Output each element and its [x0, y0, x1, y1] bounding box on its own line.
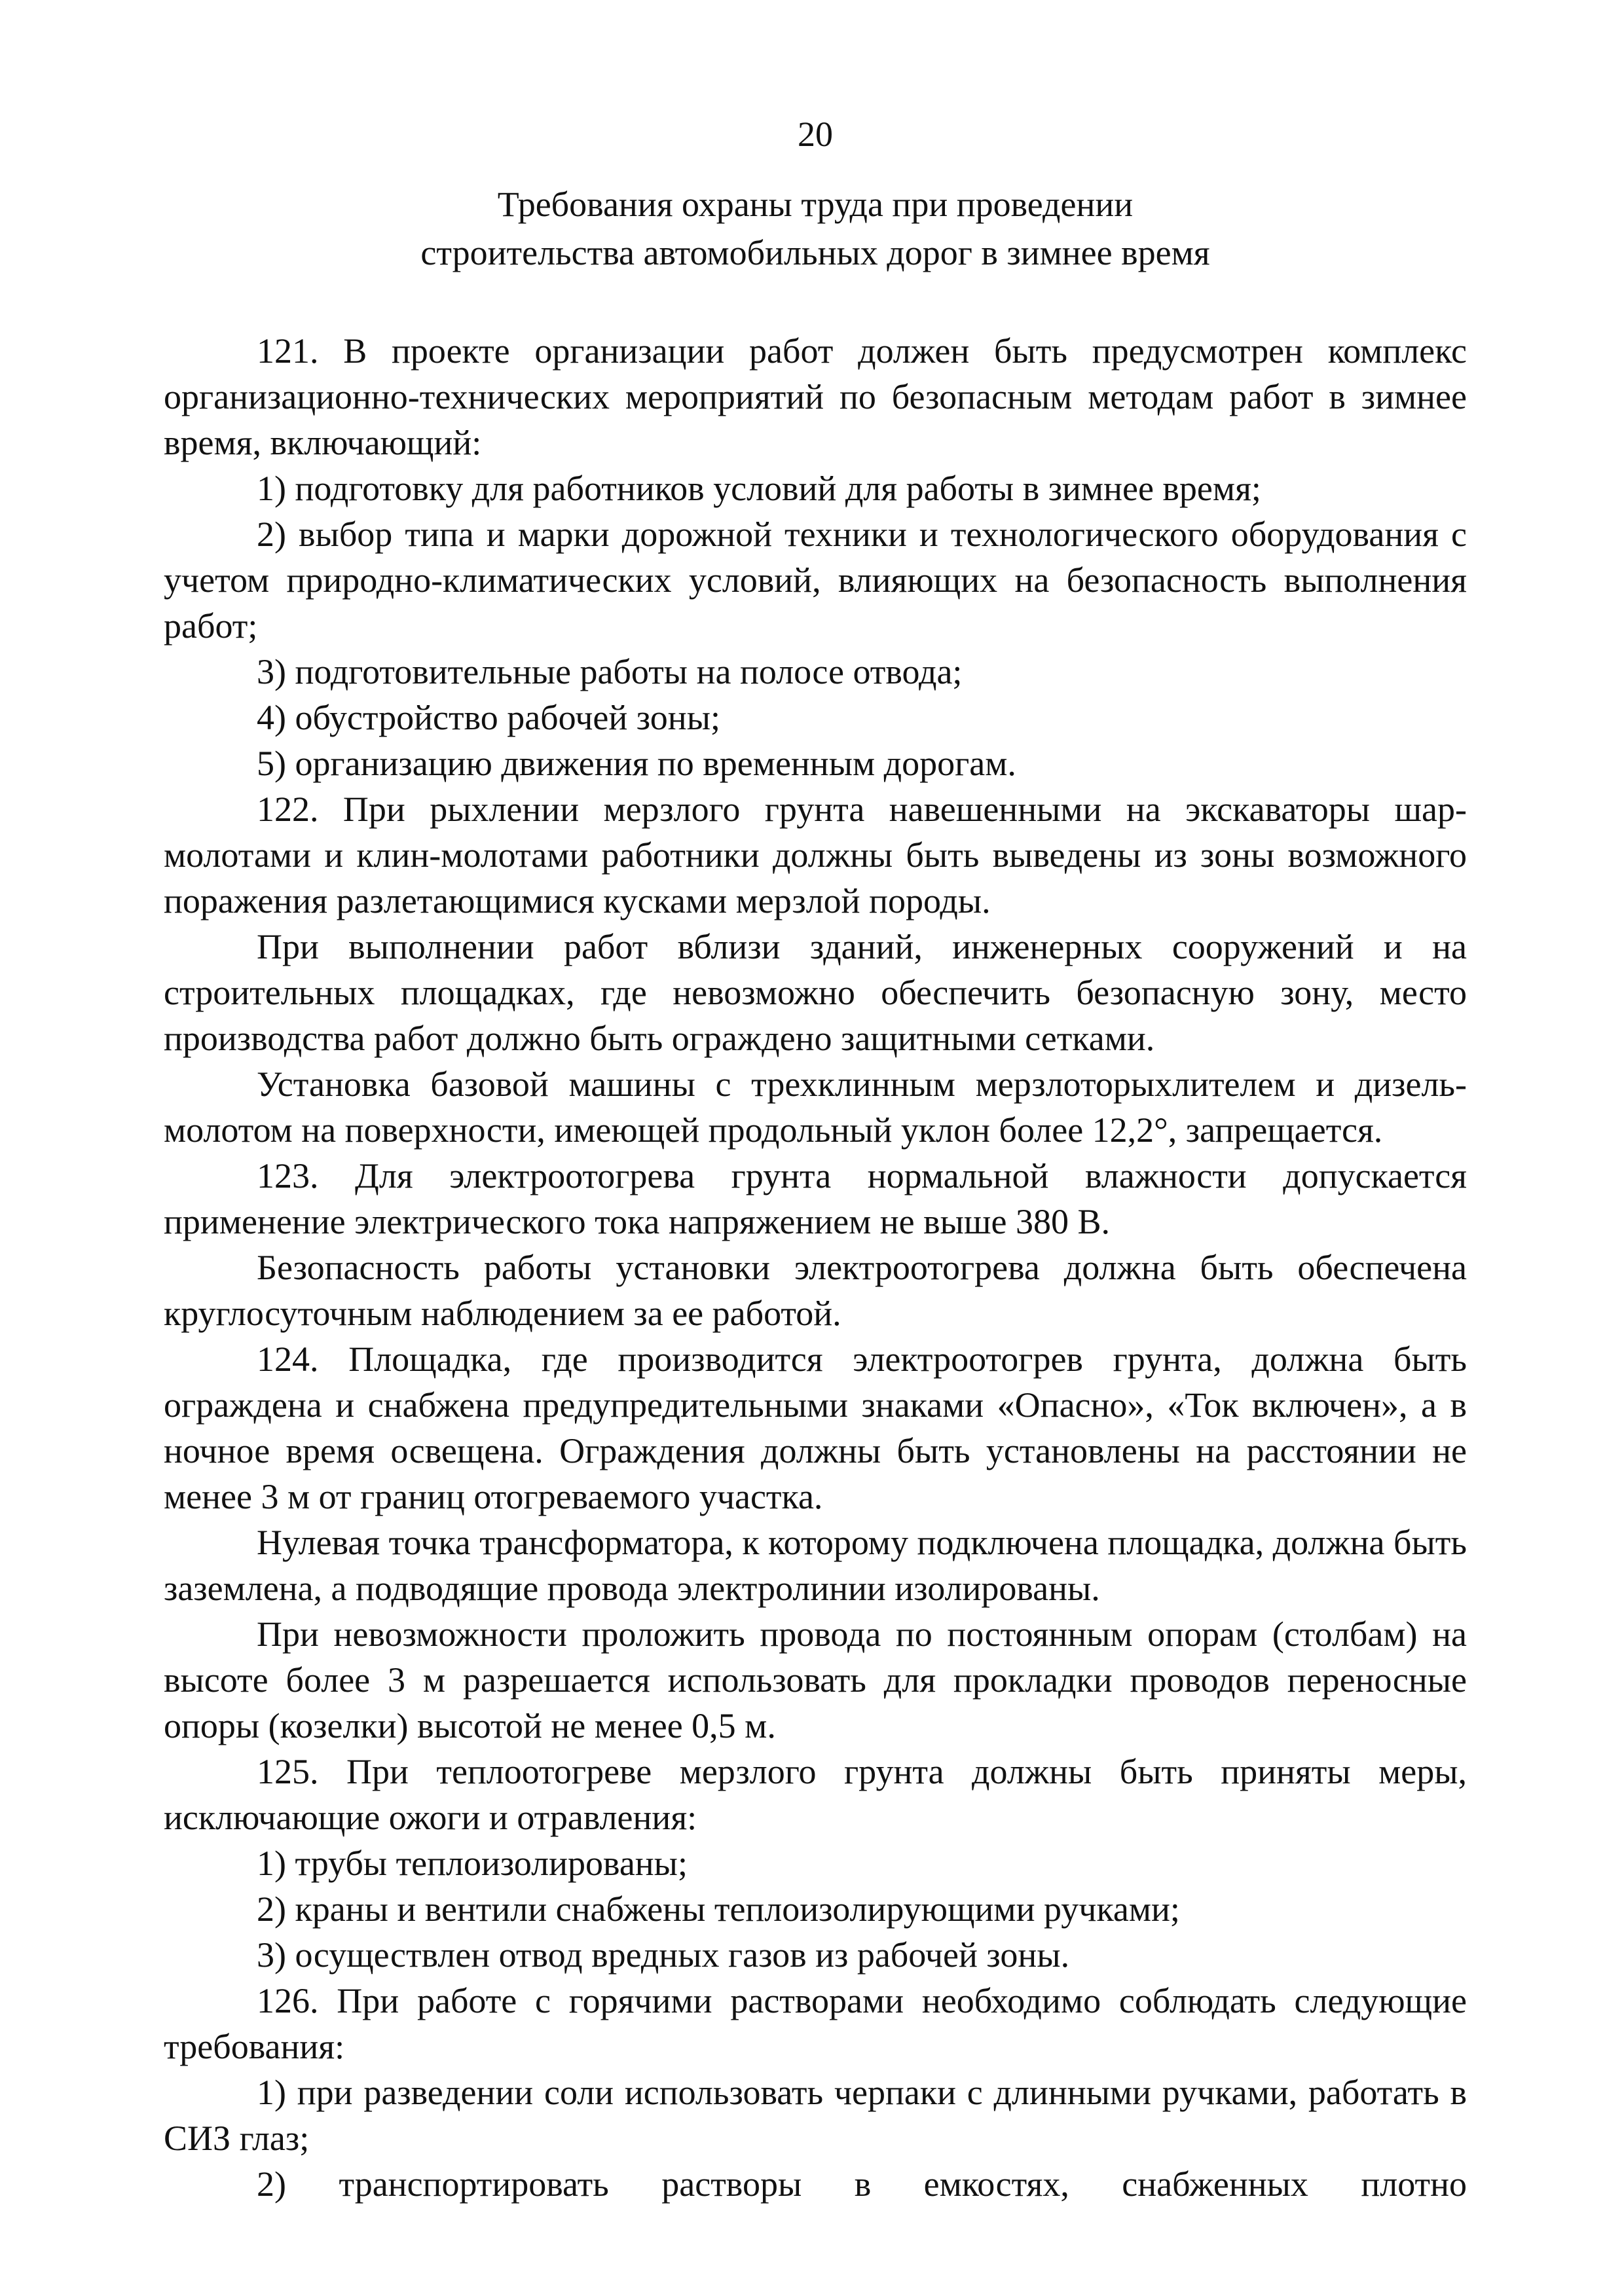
list-item-121-5: 5) организацию движения по временным дорогам.: [257, 744, 1016, 783]
list-item-125-3: 3) осуществлен отвод вредных газов из рабочей зоны.: [257, 1935, 1070, 1975]
paragraph-122-c: Установка базовой машины с трехклинным мерзлоторыхлителем и дизель-молотом на поверхности, имеющей продольный уклон более 12,2°, запрещается.: [164, 1065, 1467, 1150]
paragraph-123: 123. Для электроотогрева грунта нормальной влажности допускается применение электрического тока напряжением не выше 380 В.: [164, 1156, 1467, 1241]
paragraph-121: 121. В проекте организации работ должен быть предусмотрен комплекс организационно-технических мероприятий по безопасным методам работ в зимнее время, включающий:: [164, 331, 1467, 462]
paragraph-122-b: При выполнении работ вблизи зданий, инженерных сооружений и на строительных площадках, где невозможно обеспечить безопасную зону, место производства работ должно быть ограждено защитными сетками.: [164, 927, 1467, 1058]
paragraph-124: 124. Площадка, где производится электроотогрев грунта, должна быть ограждена и снабжена предупредительными знаками «Опасно», «Ток включен», а в ночное время освещена. Ограждения должны быть установлены на расстоянии не менее 3 м от границ отогреваемого участка.: [164, 1339, 1467, 1516]
paragraph-124-c: При невозможности проложить провода по постоянным опорам (столбам) на высоте более 3 м разрешается использовать для прокладки проводов переносные опоры (козелки) высотой не менее 0,5 м.: [164, 1614, 1467, 1745]
list-item-125-1: 1) трубы теплоизолированы;: [257, 1844, 688, 1883]
paragraph-124-b: Нулевая точка трансформатора, к которому подключена площадка, должна быть заземлена, а подводящие провода электролинии изолированы.: [164, 1523, 1467, 1608]
list-item-125-2: 2) краны и вентили снабжены теплоизолирующими ручками;: [257, 1889, 1180, 1929]
page-number: 20: [798, 115, 833, 154]
section-title-line-1: Требования охраны труда при проведении: [497, 185, 1134, 224]
section-title-line-2: строительства автомобильных дорог в зимнее время: [420, 233, 1210, 272]
paragraph-125: 125. При теплоотогреве мерзлого грунта должны быть приняты меры, исключающие ожоги и отравления:: [164, 1752, 1467, 1837]
document-page: [164, 115, 1467, 2207]
paragraph-122: 122. При рыхлении мерзлого грунта навешенными на экскаваторы шар-молотами и клин-молотами работники должны быть выведены из зоны возможного поражения разлетающимися кусками мерзлой породы.: [164, 790, 1467, 920]
paragraph-126: 126. При работе с горячими растворами необходимо соблюдать следующие требования:: [164, 1981, 1467, 2066]
document-body: [164, 328, 1467, 2207]
list-item-126-1: 1) при разведении соли использовать черпаки с длинными ручками, работать в СИЗ глаз;: [164, 2073, 1467, 2158]
list-item-121-2: 2) выбор типа и марки дорожной техники и технологического оборудования с учетом природно-климатических условий, влияющих на безопасность выполнения работ;: [164, 515, 1467, 646]
section-title: [164, 180, 1467, 277]
list-item-121-3: 3) подготовительные работы на полосе отвода;: [257, 652, 963, 691]
list-item-121-4: 4) обустройство рабочей зоны;: [257, 698, 720, 737]
list-item-126-2: 2) транспортировать растворы в емкостях, снабженных плотно: [257, 2164, 1467, 2204]
paragraph-123-b: Безопасность работы установки электроотогрева должна быть обеспечена круглосуточным наблюдением за ее работой.: [164, 1248, 1467, 1333]
list-item-121-1: 1) подготовку для работников условий для работы в зимнее время;: [257, 469, 1261, 508]
